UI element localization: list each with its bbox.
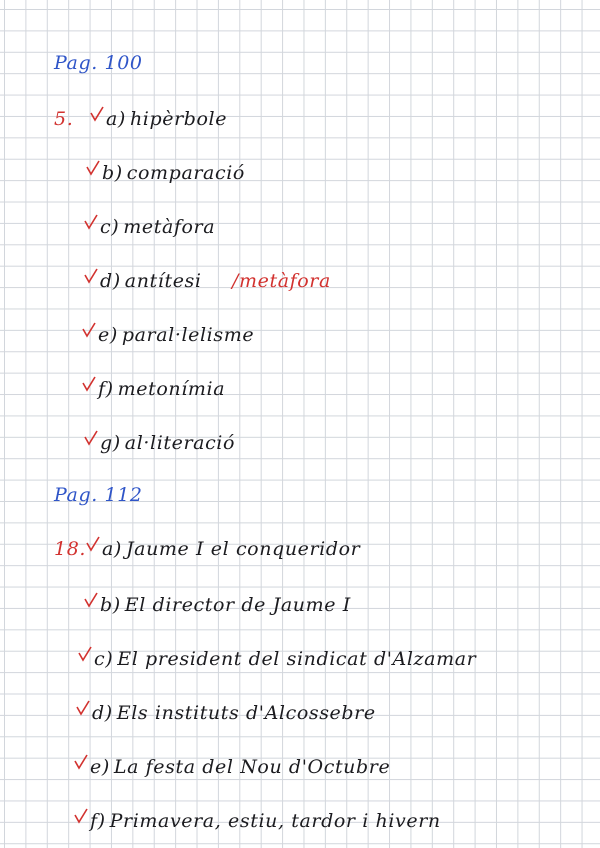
page-reference-112: Pag. 112: [54, 484, 143, 506]
answer-18a: a) Jaume I el conqueridor: [102, 538, 361, 560]
answer-5e: e) paral·lelisme: [98, 324, 255, 346]
answer-18e: e) La festa del Nou d'Octubre: [90, 756, 391, 778]
answer-18f: f) Primavera, estiu, tardor i hivern: [90, 810, 441, 832]
checkmark-icon: [82, 322, 96, 338]
correction-5d: /metàfora: [232, 270, 331, 292]
checkmark-icon: [76, 700, 90, 716]
answer-18b: b) El director de Jaume I: [100, 594, 351, 616]
answer-5f: f) metonímia: [98, 378, 226, 400]
checkmark-icon: [78, 646, 92, 662]
checkmark-icon: [86, 160, 100, 176]
answer-5g: g) al·literació: [100, 432, 236, 454]
checkmark-icon: [82, 376, 96, 392]
answer-5c: c) metàfora: [100, 216, 216, 238]
answer-18c: c) El president del sindicat d'Alzamar: [94, 648, 477, 670]
checkmark-icon: [86, 536, 100, 552]
answer-18d: d) Els instituts d'Alcossebre: [92, 702, 376, 724]
checkmark-icon: [74, 754, 88, 770]
exercise-number-18: 18.: [54, 538, 87, 560]
checkmark-icon: [90, 106, 104, 122]
page-reference-100: Pag. 100: [54, 52, 143, 74]
answer-5d: d) antítesi: [100, 270, 202, 292]
checkmark-icon: [84, 592, 98, 608]
checkmark-icon: [84, 430, 98, 446]
answer-5a: a) hipèrbole: [106, 108, 228, 130]
checkmark-icon: [84, 214, 98, 230]
checkmark-icon: [84, 268, 98, 284]
checkmark-icon: [74, 808, 88, 824]
answer-5b: b) comparació: [102, 162, 245, 184]
exercise-number-5: 5.: [54, 108, 74, 130]
